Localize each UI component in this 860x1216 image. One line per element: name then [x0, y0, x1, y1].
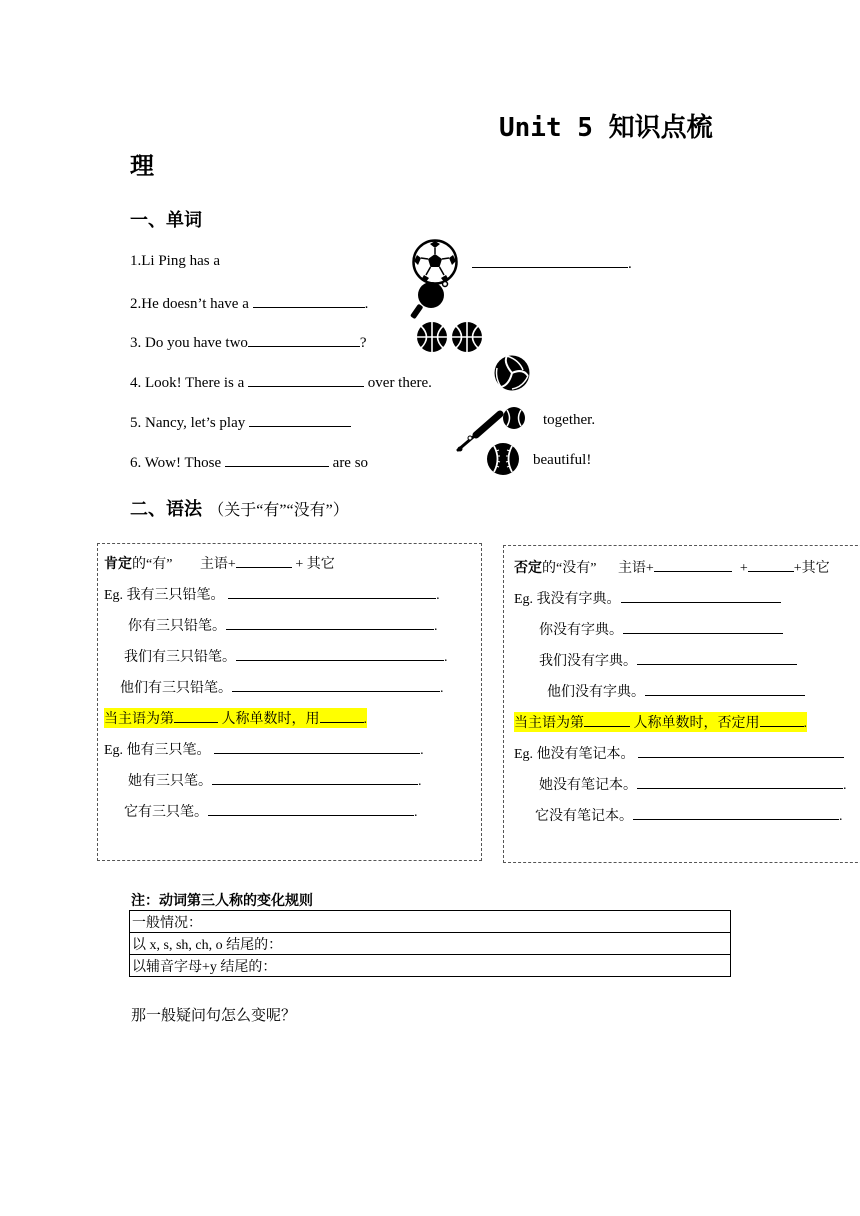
rule-line [104, 708, 367, 728]
answer-blank[interactable] [248, 372, 364, 387]
period: . [418, 774, 422, 789]
example-sentence: 他们有三只铅笔。 [120, 681, 232, 696]
header-rest: 的“没有” [542, 561, 597, 576]
answer-blank[interactable] [621, 588, 781, 603]
eg-prefix: Eg. [104, 743, 127, 758]
page-title-continued: 理 [130, 152, 154, 180]
period: . [803, 716, 807, 731]
basketballs-icon [416, 320, 484, 354]
example-sentence: 他有三只笔。 [126, 743, 211, 758]
exercise-item-1-answer [472, 253, 632, 273]
ping-pong-paddle-icon [408, 280, 448, 322]
example-line [128, 615, 438, 635]
closing-question: 那一般疑问句怎么变呢？ [131, 1008, 297, 1024]
formula-blank[interactable] [236, 555, 292, 568]
header-bold: 否定 [514, 561, 542, 576]
example-line [124, 646, 448, 666]
table-cell: 一般情况： [130, 911, 731, 933]
period: . [440, 681, 444, 696]
answer-blank[interactable] [638, 743, 844, 758]
example-line [124, 801, 418, 821]
answer-blank[interactable] [226, 615, 434, 630]
table-row [130, 955, 731, 977]
example-sentence: 她有三只笔。 [128, 774, 212, 789]
table-cell: 以 x, s, sh, ch, o 结尾的： [130, 933, 731, 955]
example-sentence: 我有三只铅笔。 [126, 588, 225, 603]
example-line [128, 770, 422, 790]
formula-subject: 主语+ [199, 557, 236, 572]
example-sentence: 他们没有字典。 [547, 685, 645, 700]
example-sentence: 你有三只铅笔。 [128, 619, 226, 634]
exercise-item-5 [130, 412, 351, 432]
eg-prefix: Eg. [104, 588, 127, 603]
exercise-text: 3. Do you have two [130, 335, 248, 351]
exercise-text: 2.He doesn’t have a [130, 296, 249, 312]
exercise-text-end: ? [359, 335, 367, 351]
conjugation-rules-table [129, 910, 731, 977]
example-sentence: 她没有笔记本。 [539, 778, 637, 793]
answer-blank[interactable] [225, 452, 329, 467]
exercise-text: 4. Look! There is a [130, 375, 245, 391]
formula-rest: + 其它 [291, 557, 335, 572]
rule-line [514, 712, 807, 732]
exercise-text: 1.Li Ping has a [130, 253, 220, 269]
exercise-item-5-end: together. [543, 412, 596, 428]
period: . [414, 805, 418, 820]
answer-blank[interactable] [236, 646, 444, 661]
example-line [514, 588, 781, 608]
period: . [444, 650, 448, 665]
table-cell: 以辅音字母+y 结尾的： [130, 955, 731, 977]
answer-blank[interactable] [320, 708, 364, 723]
note-label: 注：动词第三人称的变化规则 [131, 894, 313, 909]
example-line [514, 743, 844, 763]
example-sentence: 你没有字典。 [539, 623, 623, 638]
exercise-text-end: over there. [364, 375, 432, 391]
exercise-text: 6. Wow! Those [130, 455, 222, 471]
example-line [535, 805, 843, 825]
period: . [363, 712, 367, 727]
answer-blank[interactable] [248, 332, 360, 347]
answer-blank[interactable] [637, 650, 797, 665]
example-sentence: 它没有笔记本。 [535, 809, 633, 824]
rule-text: 人称单数时，否定用 [630, 716, 760, 731]
box-header [514, 557, 830, 577]
exercise-text: 5. Nancy, let’s play [130, 415, 246, 431]
answer-blank[interactable] [760, 712, 804, 727]
answer-blank[interactable] [584, 712, 630, 727]
page-title: Unit 5 知识点梳 [499, 113, 713, 143]
answer-blank[interactable] [214, 739, 420, 754]
negative-box [503, 545, 860, 863]
example-line [539, 774, 847, 794]
answer-blank[interactable] [212, 770, 418, 785]
example-line [104, 584, 440, 604]
example-sentence: 他没有笔记本。 [536, 747, 635, 762]
header-rest: 的“有” [132, 557, 173, 572]
period: . [436, 588, 440, 603]
answer-blank[interactable] [633, 805, 839, 820]
box-header [104, 553, 335, 573]
section-heading-text: 二、语法 [130, 499, 202, 520]
example-sentence: 我们有三只铅笔。 [124, 650, 236, 665]
exercise-text-mid: are so [328, 455, 369, 471]
example-sentence: 它有三只笔。 [124, 805, 208, 820]
answer-blank[interactable] [232, 677, 440, 692]
answer-blank[interactable] [228, 584, 436, 599]
example-line [120, 677, 444, 697]
period: . [420, 743, 424, 758]
example-line [104, 739, 424, 759]
table-row [130, 933, 731, 955]
soccer-ball-icon [412, 239, 458, 285]
eg-prefix: Eg. [514, 592, 537, 607]
answer-blank[interactable] [249, 412, 351, 427]
answer-blank[interactable] [472, 253, 628, 268]
example-line [539, 619, 783, 639]
period: . [843, 778, 847, 793]
exercise-text-end: . [364, 296, 369, 312]
exercise-item-1 [130, 253, 220, 270]
volleyball-icon [493, 354, 531, 392]
rule-text: 人称单数时，用 [218, 712, 320, 727]
section-heading-words: 一、单词 [130, 210, 202, 231]
section-heading-grammar [130, 495, 349, 521]
period: . [839, 809, 843, 824]
example-line [539, 650, 797, 670]
rule-text: 当主语为第 [514, 716, 584, 731]
baseball-icon [486, 442, 520, 476]
answer-blank[interactable] [208, 801, 414, 816]
exercise-item-6 [130, 452, 368, 472]
example-line [547, 681, 805, 701]
eg-prefix: Eg. [514, 747, 537, 762]
exercise-item-6-end: beautiful! [533, 452, 592, 468]
exercise-text-end: . [628, 256, 632, 272]
exercise-item-2 [130, 293, 368, 313]
rule-text: 当主语为第 [104, 712, 174, 727]
answer-blank[interactable] [174, 708, 218, 723]
example-sentence: 我没有字典。 [536, 592, 621, 607]
section-heading-note: （关于“有”“没有”） [208, 502, 349, 519]
answer-blank[interactable] [645, 681, 805, 696]
answer-blank[interactable] [253, 293, 365, 308]
exercise-item-3 [130, 332, 367, 352]
example-sentence: 我们没有字典。 [539, 654, 637, 669]
answer-blank[interactable] [623, 619, 783, 634]
formula-subject: 主语+ [617, 561, 654, 576]
affirmative-box [97, 543, 482, 861]
formula-blank[interactable] [748, 559, 794, 572]
answer-blank[interactable] [637, 774, 843, 789]
formula-plus: + [739, 561, 748, 576]
table-row [130, 911, 731, 933]
exercise-item-4 [130, 372, 432, 392]
header-bold: 肯定 [104, 557, 132, 572]
period: . [434, 619, 438, 634]
formula-blank[interactable] [654, 559, 732, 572]
formula-rest: +其它 [793, 561, 830, 576]
